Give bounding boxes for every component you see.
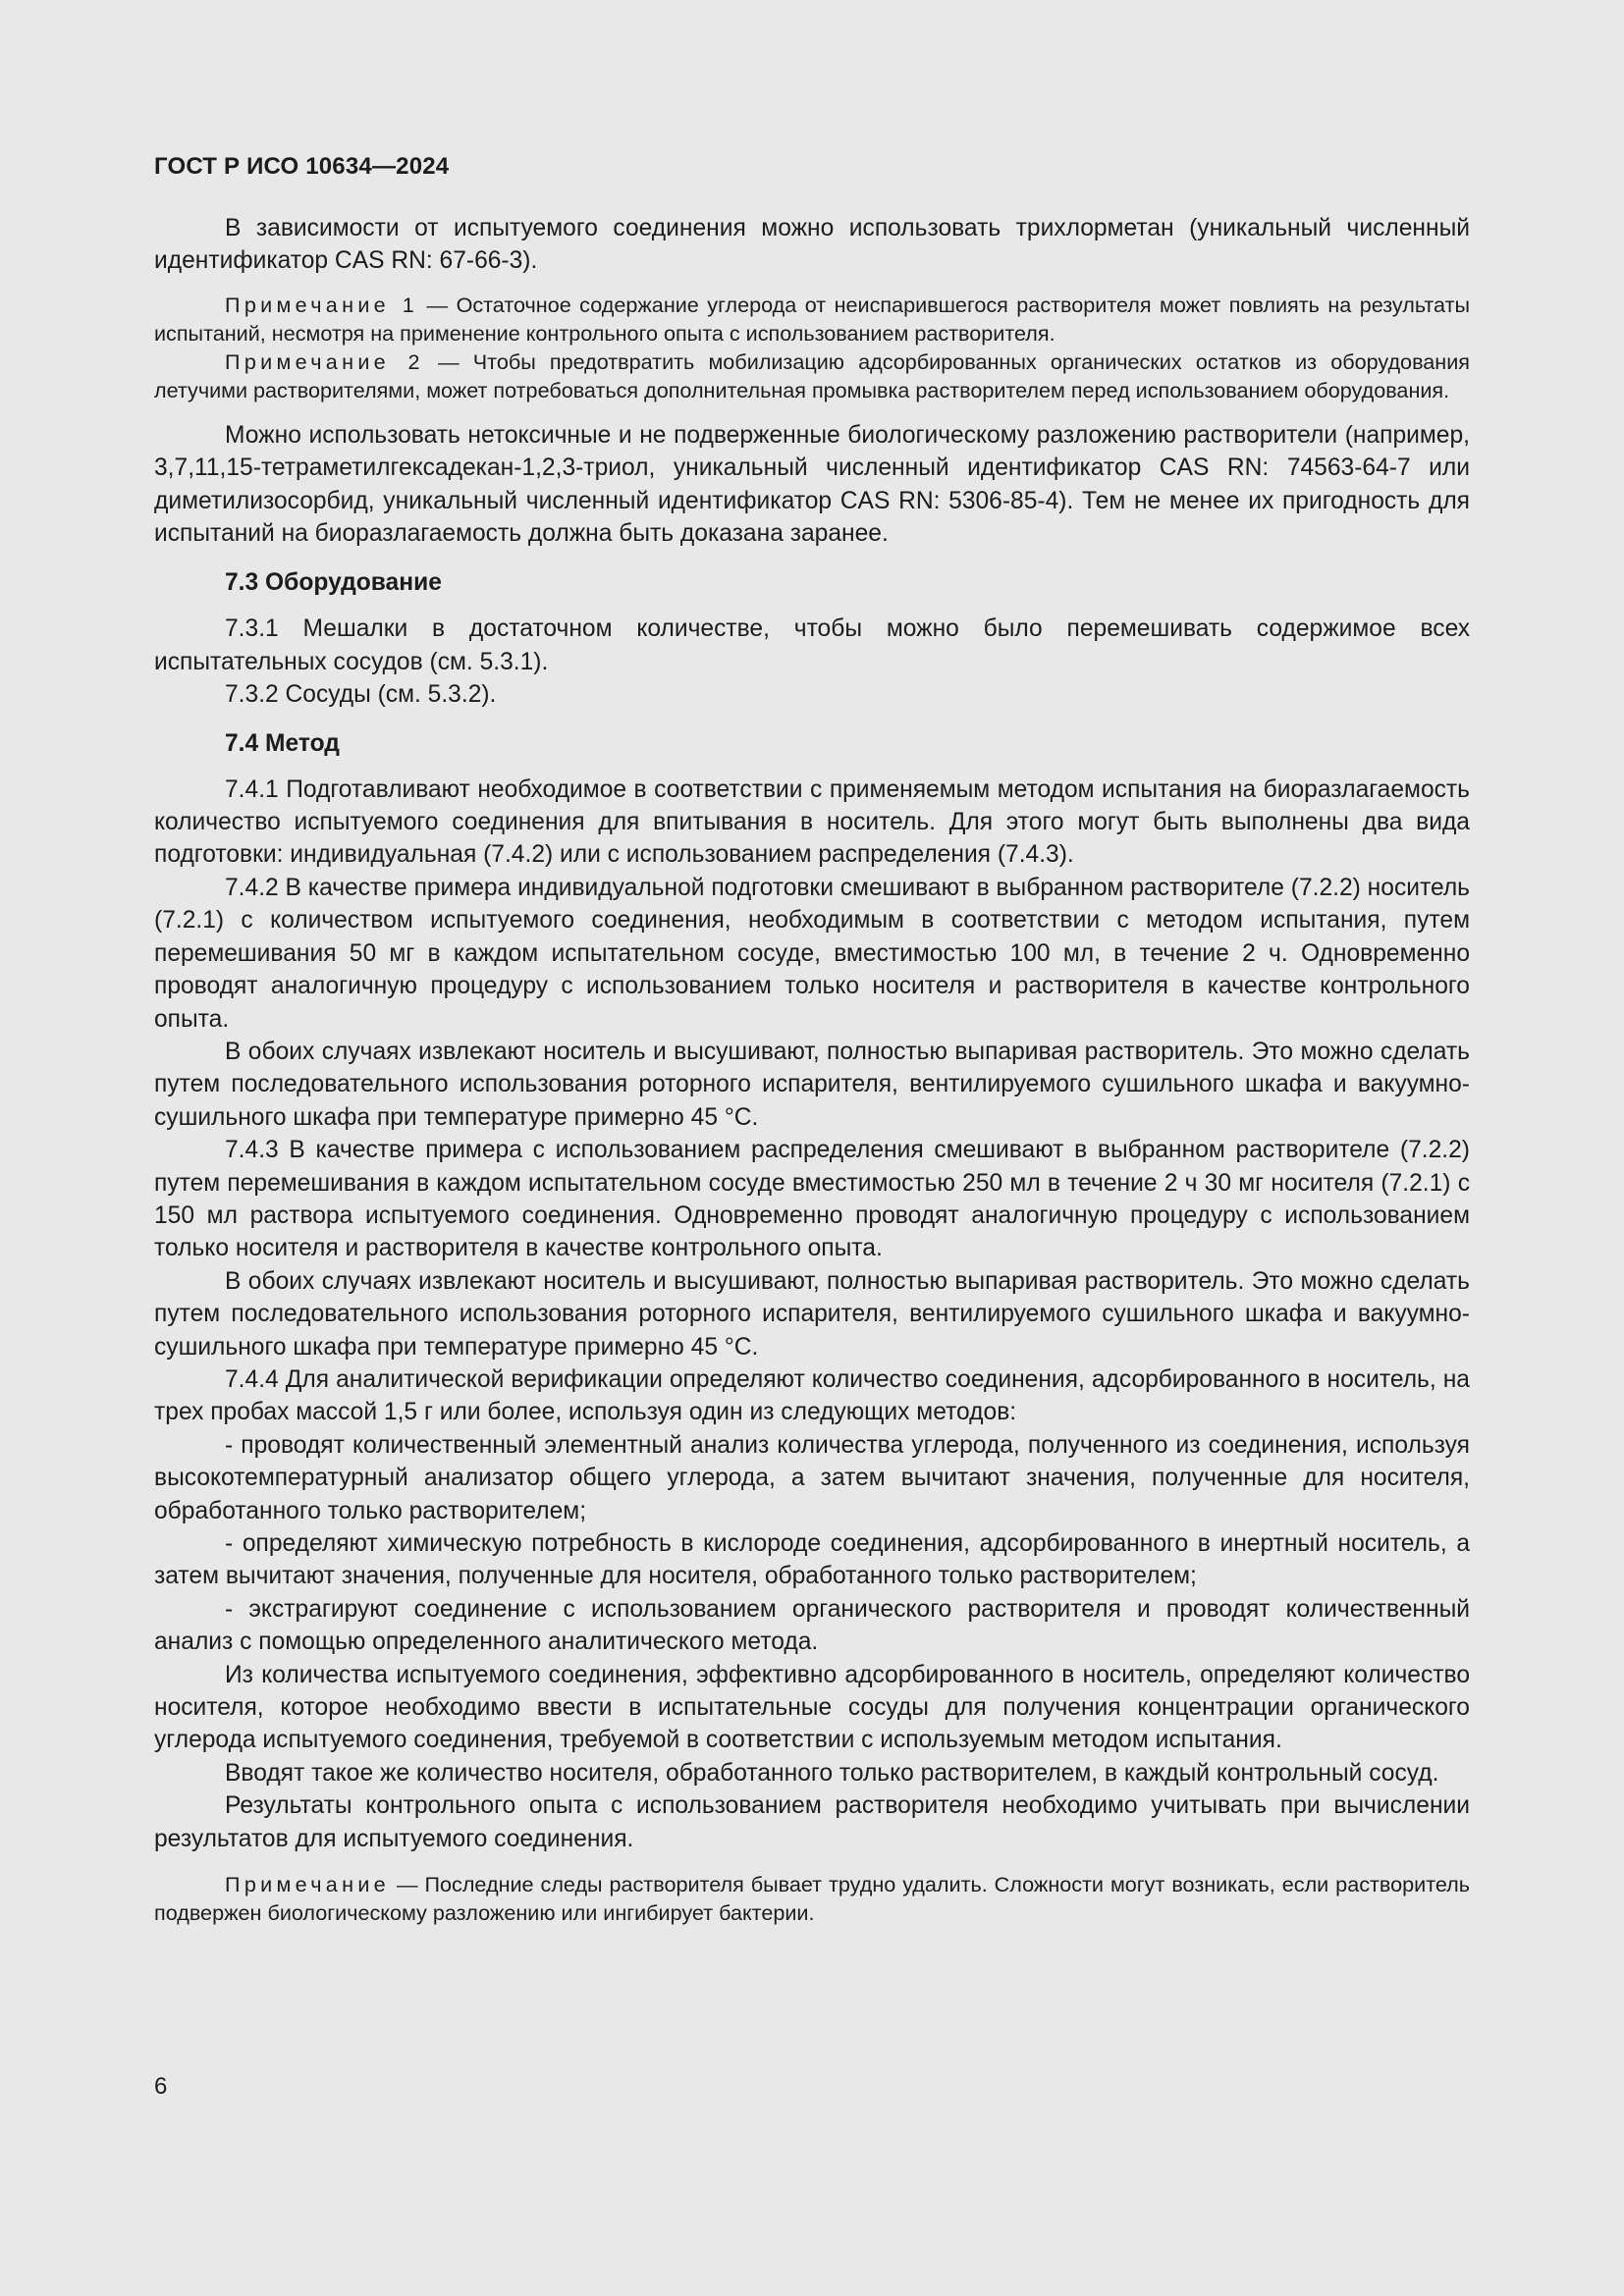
list-item: - экстрагируют соединение с использованием органического растворителя и проводят количественный анализ с помощью определенного аналитического метода. bbox=[154, 1595, 1470, 1656]
paragraph-7-4-2: 7.4.2 В качестве примера индивидуальной подготовки смешивают в выбранном растворителе (7.2.2) носитель (7.2.1) с количеством испытуемого соединения, необходимым в соответствии с методом испытания, путем перемешивания 50 мг в каждом испытательном сосуде, вместимостью 100 мл, в течение 2 ч. Одновременно проводят аналогичную процедуру с использованием только носителя и растворителя в качестве контрольного опыта. bbox=[154, 874, 1470, 1033]
section-heading-7-3: 7.3 Оборудование bbox=[225, 569, 442, 597]
standard-designation: ГОСТ Р ИСО 10634—2024 bbox=[154, 153, 450, 180]
note-3-label: Примечание bbox=[225, 1872, 390, 1897]
page-number: 6 bbox=[154, 2073, 168, 2100]
note-3 bbox=[154, 1870, 1470, 1927]
note-2 bbox=[154, 347, 1470, 404]
paragraph-nontoxic-solvents: Можно использовать нетоксичные и не подверженные биологическому разложению растворители (например, 3,7,11,15-тетраметилгексадекан-1,2,3-триол, уникальный численный идентификатор CAS RN: 74563-64-7 или диметилизосорбид, уникальный численный идентификатор CAS RN: 5306-85-4). Тем не менее их пригодность для испытаний на биоразлагаемость должна быть доказана заранее. bbox=[154, 421, 1470, 548]
paragraph-trichloromethane: В зависимости от испытуемого соединения можно использовать трихлорметан (уникальный численный идентификатор CAS RN: 67-66-3). bbox=[154, 215, 1470, 275]
paragraph-7-4-3: 7.4.3 В качестве примера с использованием распределения смешивают в выбранном растворителе (7.2.2) путем перемешивания в каждом испытательном сосуде вместимостью 250 мл в течение 2 ч 30 мг носителя (7.2.1) с 150 мл раствора испытуемого соединения. Одновременно проводят аналогичную процедуру с использованием только носителя и растворителя в качестве контрольного опыта. bbox=[154, 1137, 1470, 1262]
note-1-label: Примечание 1 bbox=[225, 292, 419, 317]
list-item: - проводят количественный элементный анализ количества углерода, полученного из соединения, используя высокотемпературный анализатор общего углерода, а затем вычитают значения, полученные для носителя, обработанного только растворителем; bbox=[154, 1431, 1470, 1524]
section-heading-7-4: 7.4 Метод bbox=[225, 729, 340, 757]
paragraph-7-3-2: 7.3.2 Сосуды (см. 5.3.2). bbox=[225, 681, 497, 709]
list-item: - определяют химическую потребность в кислороде соединения, адсорбированного в инертный носитель, а затем вычитают значения, полученные для носителя, обработанного только растворителем; bbox=[154, 1530, 1470, 1590]
note-3-text: — Последние следы растворителя бывает трудно удалить. Сложности могут возникать, если растворитель подвержен биологическому разложению или ингибирует бактерии. bbox=[154, 1872, 1470, 1926]
paragraph-7-4-3-drying: В обоих случаях извлекают носитель и высушивают, полностью выпаривая растворитель. Это можно сделать путем последовательного использования роторного испарителя, вентилируемого сушильного шкафа и вакуумно-сушильного шкафа при температуре примерно 45 °C. bbox=[154, 1267, 1470, 1361]
paragraph-7-4-1: 7.4.1 Подготавливают необходимое в соответствии с применяемым методом испытания на биоразлагаемость количество испытуемого соединения для впитывания в носитель. Для этого могут быть выполнены два вида подготовки: индивидуальная (7.4.2) или с использованием распределения (7.4.3). bbox=[154, 775, 1470, 869]
paragraph-control-vessel: Вводят такое же количество носителя, обработанного только растворителем, в каждый контрольный сосуд. bbox=[225, 1759, 1439, 1787]
note-2-label: Примечание 2 bbox=[225, 348, 424, 374]
note-2-text: — Чтобы предотвратить мобилизацию адсорбированных органических остатков из оборудования летучими растворителями, может потребоваться дополнительная промывка растворителем перед использованием оборудования. bbox=[154, 348, 1470, 402]
paragraph-7-4-2-drying: В обоих случаях извлекают носитель и высушивают, полностью выпаривая растворитель. Это можно сделать путем последовательного использования роторного испарителя, вентилируемого сушильного шкафа и вакуумно-сушильного шкафа при температуре примерно 45 °C. bbox=[154, 1038, 1470, 1131]
paragraph-carrier-amount: Из количества испытуемого соединения, эффективно адсорбированного в носитель, определяют количество носителя, которое необходимо ввести в испытательные сосуды для получения концентрации органического углерода испытуемого соединения, требуемой в соответствии с используемым методом испытания. bbox=[154, 1661, 1470, 1754]
paragraph-7-4-4: 7.4.4 Для аналитической верификации определяют количество соединения, адсорбированного в носитель, на трех пробах массой 1,5 г или более, используя один из следующих методов: bbox=[154, 1365, 1470, 1426]
paragraph-7-3-1: 7.3.1 Мешалки в достаточном количестве, чтобы можно было перемешивать содержимое всех испытательных сосудов (см. 5.3.1). bbox=[154, 615, 1470, 675]
paragraph-control-results: Результаты контрольного опыта с использованием растворителя необходимо учитывать при вычислении результатов для испытуемого соединения. bbox=[154, 1792, 1470, 1852]
note-1 bbox=[154, 291, 1470, 347]
note-1-text: — Остаточное содержание углерода от неиспарившегося растворителя может повлиять на результаты испытаний, несмотря на применение контрольного опыта с использованием растворителя. bbox=[154, 292, 1470, 346]
